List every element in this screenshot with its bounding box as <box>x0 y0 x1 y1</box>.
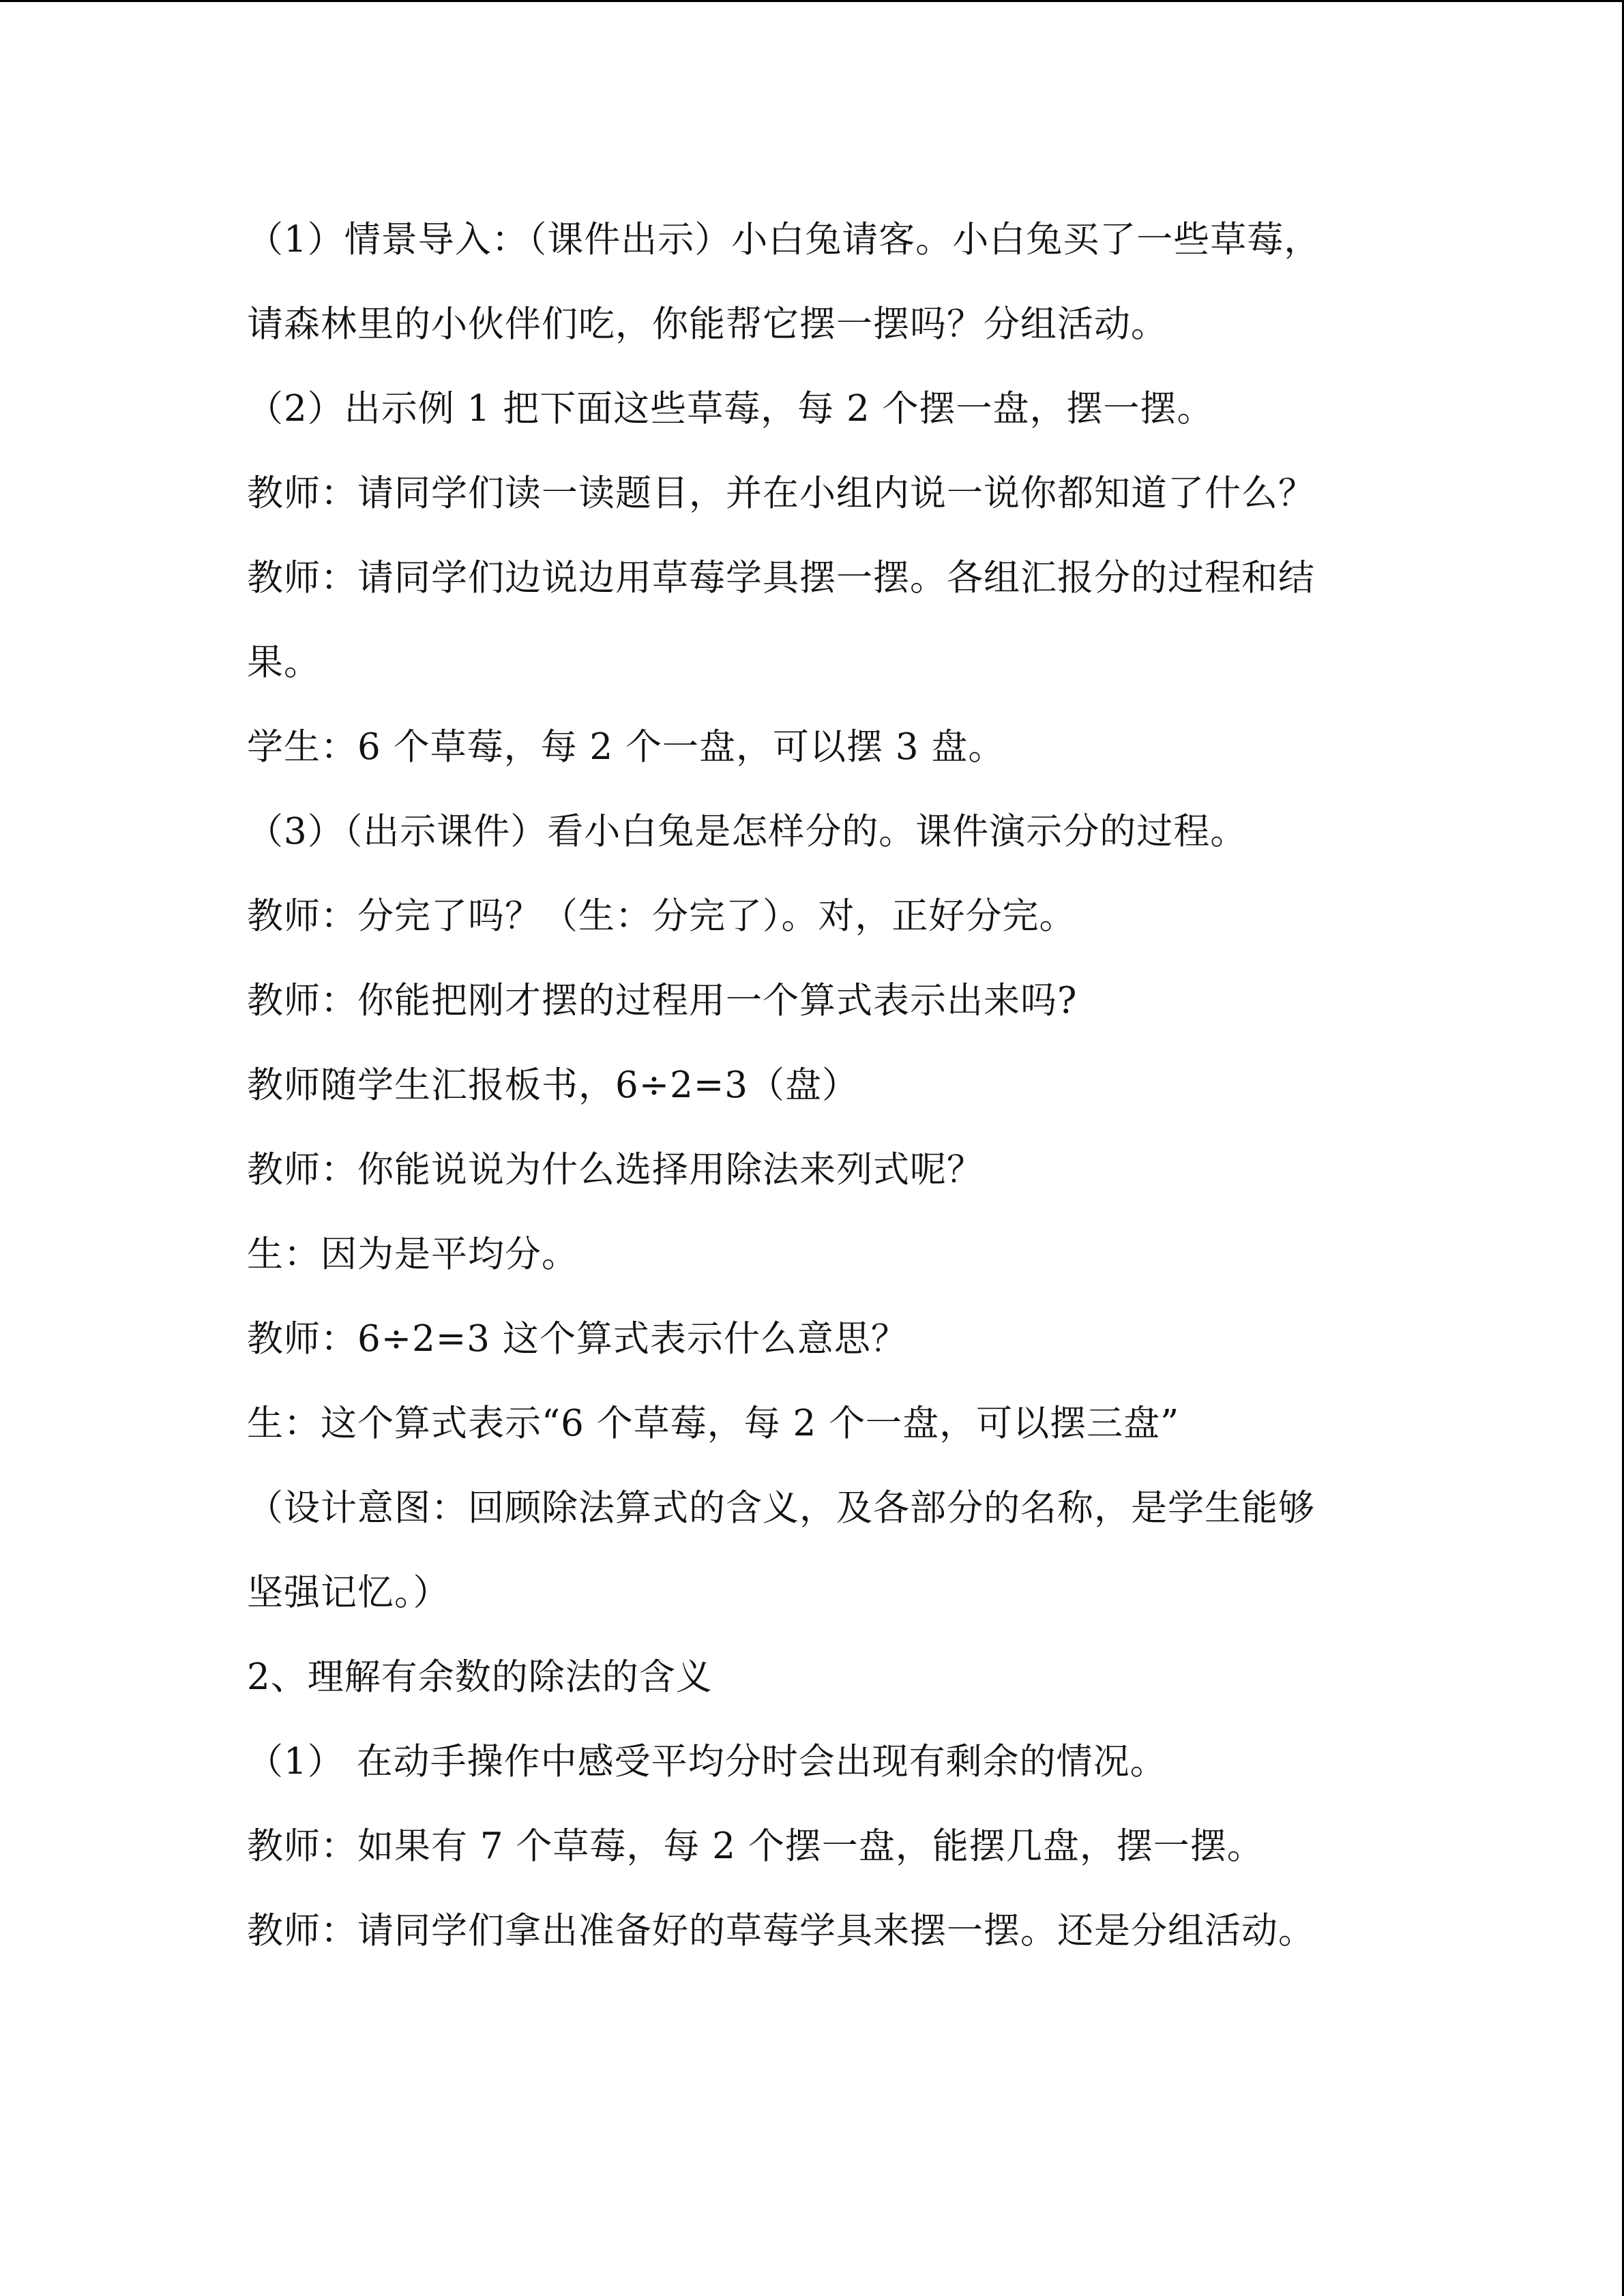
paragraph-line: 学生：6 个草莓，每 2 个一盘，可以摆 3 盘。 <box>247 726 1005 768</box>
section-heading: 2、理解有余数的除法的含义 <box>247 1656 713 1698</box>
paragraph-line: （设计意图：回顾除法算式的含义，及各部分的名称，是学生能够 <box>247 1487 1315 1529</box>
paragraph-line: 果。 <box>247 642 321 683</box>
paragraph-line: 教师：请同学们拿出准备好的草莓学具来摆一摆。还是分组活动。 <box>247 1910 1315 1952</box>
paragraph-line: 教师：分完了吗？（生：分完了）。对，正好分完。 <box>247 895 1076 937</box>
page-top-border <box>0 0 1624 2</box>
paragraph-line: 教师：6÷2=3 这个算式表示什么意思？ <box>247 1318 908 1360</box>
paragraph-line: 教师：你能把刚才摆的过程用一个算式表示出来吗? <box>247 980 1078 1022</box>
paragraph-line: 生：这个算式表示“6 个草莓，每 2 个一盘，可以摆三盘” <box>247 1403 1180 1444</box>
document-body <box>247 198 1365 1973</box>
paragraph-line: 生：因为是平均分。 <box>247 1234 578 1275</box>
paragraph-line: 教师：如果有 7 个草莓，每 2 个摆一盘，能摆几盘，摆一摆。 <box>247 1825 1264 1867</box>
paragraph-line: 教师：请同学们读一读题目，并在小组内说一说你都知道了什么？ <box>247 473 1315 514</box>
paragraph-line: 请森林里的小伙伴们吃，你能帮它摆一摆吗？分组活动。 <box>247 303 1168 345</box>
paragraph-line: （3）（出示课件）看小白兔是怎样分的。课件演示分的过程。 <box>247 811 1247 852</box>
paragraph-line: 教师：你能说说为什么选择用除法来列式呢？ <box>247 1149 984 1191</box>
paragraph-line: （2）出示例 1 把下面这些草莓，每 2 个摆一盘，摆一摆。 <box>247 388 1214 430</box>
paragraph-line: 教师：请同学们边说边用草莓学具摆一摆。各组汇报分的过程和结 <box>247 557 1315 599</box>
paragraph-line: 坚强记忆。） <box>247 1572 450 1613</box>
paragraph-line: （1） 在动手操作中感受平均分时会出现有剩余的情况。 <box>247 1741 1167 1783</box>
paragraph-line: （1）情景导入：（课件出示）小白兔请客。小白兔买了一些草莓， <box>247 219 1321 260</box>
paragraph-line: 教师随学生汇报板书，6÷2=3（盘） <box>247 1064 859 1106</box>
